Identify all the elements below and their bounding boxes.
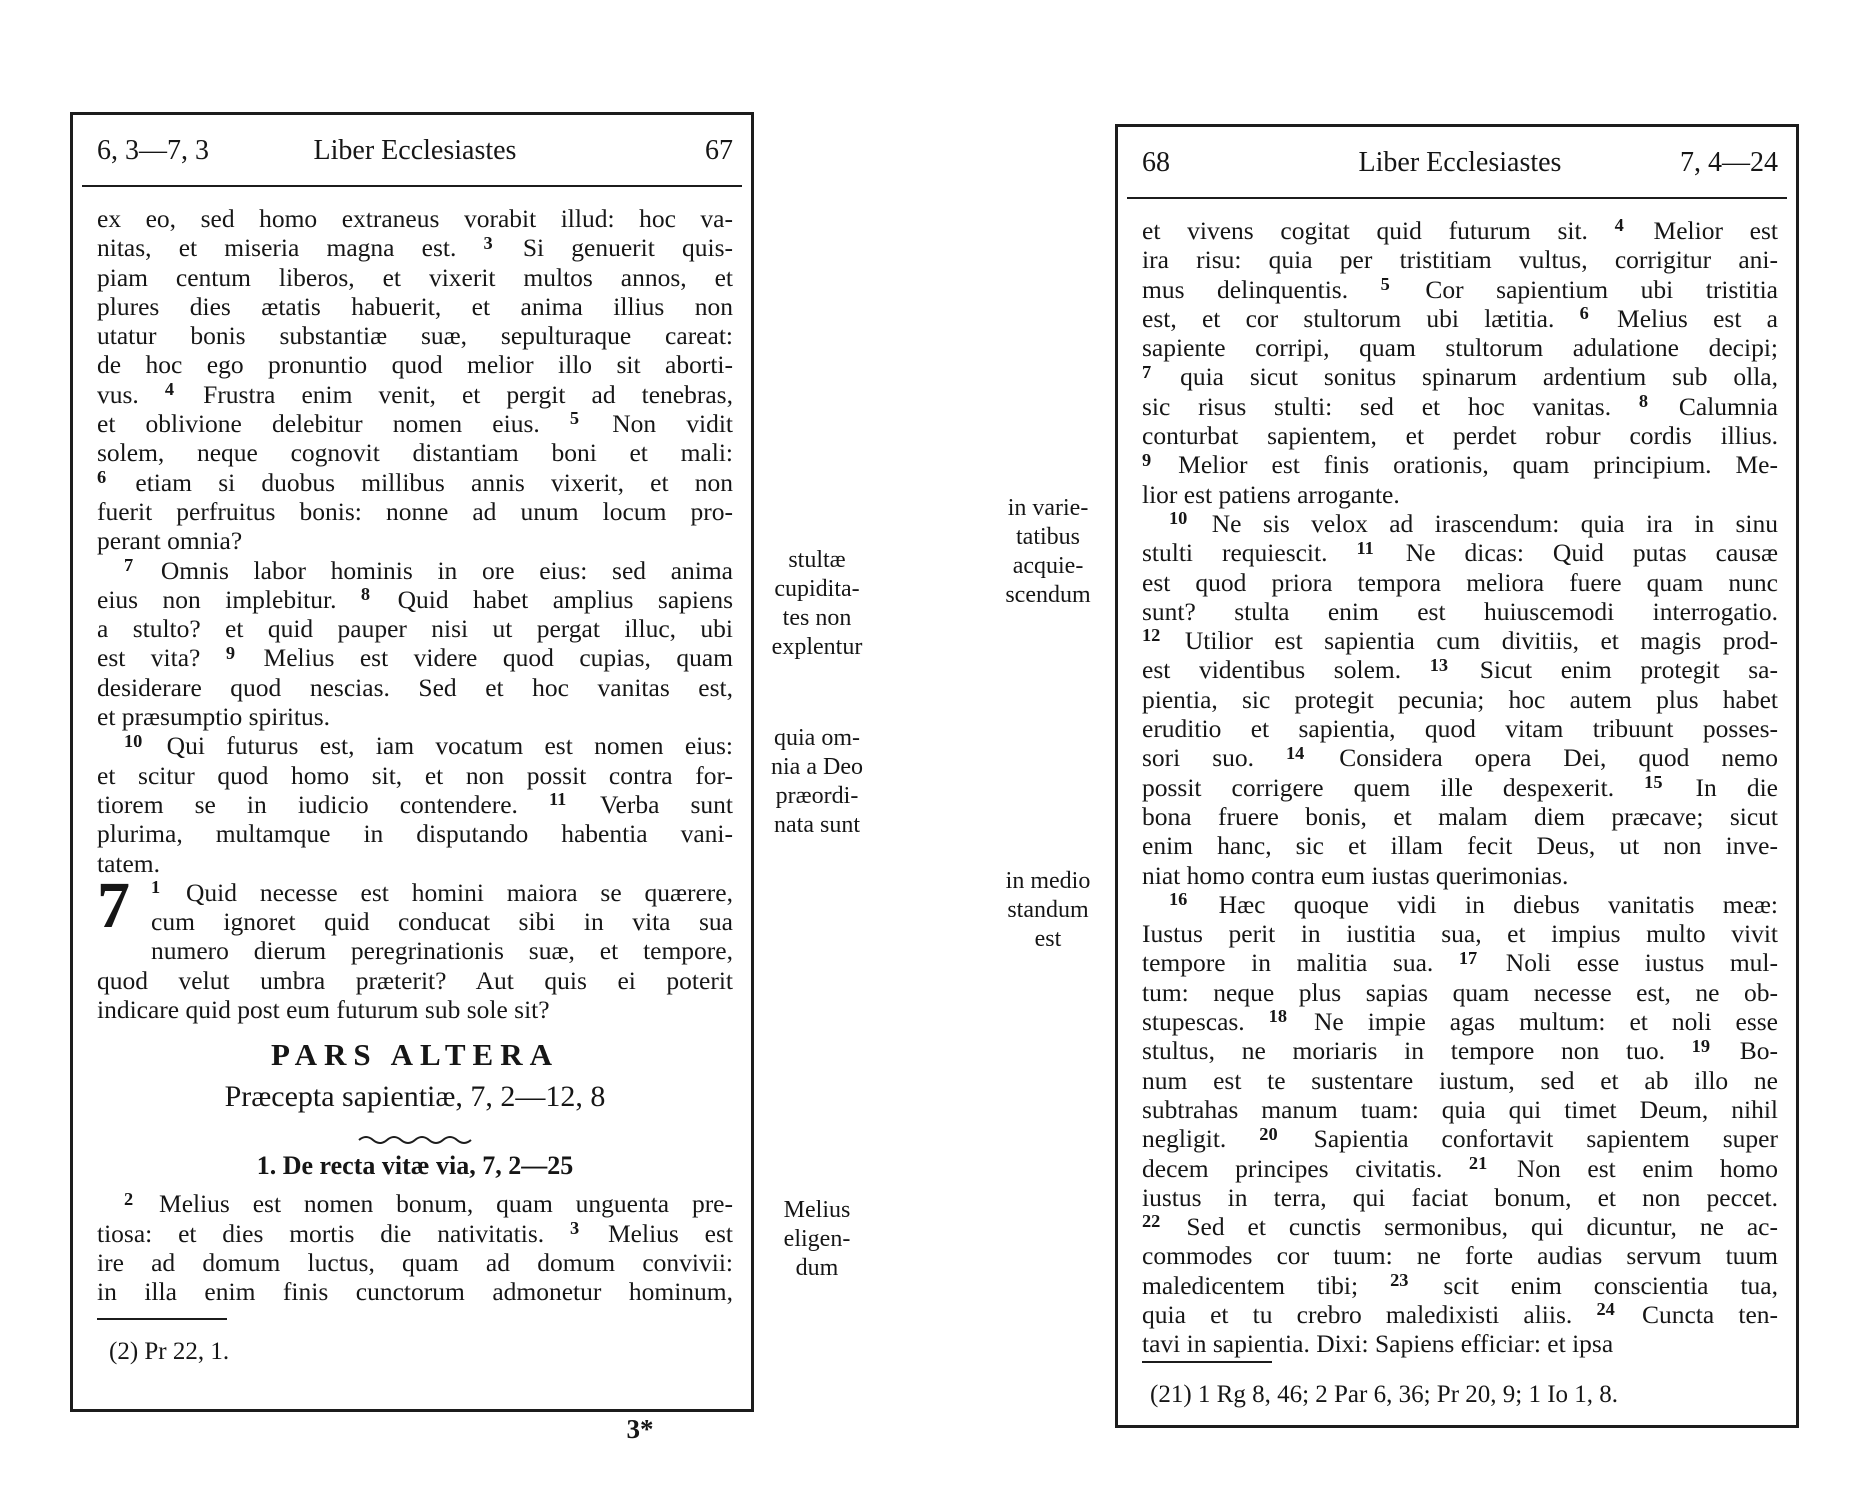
text-line: $^9$ Melior est finis orationis, quam principium. Me-	[1142, 450, 1778, 480]
verse-number: 21	[1468, 1153, 1488, 1173]
text-line: $^{12}$ Utilior est sapientia cum divitiis, et magis prod-	[1142, 626, 1778, 656]
text-line: est quod priora tempora meliora fuere quam nunc	[1142, 567, 1778, 597]
header-page-number: 67	[705, 135, 733, 166]
text-line: lior est patiens arrogante.	[1142, 479, 1400, 509]
verse-number: 14	[1285, 743, 1305, 763]
margin-note	[753, 724, 881, 840]
header-book-title: Liber Ecclesiastes	[313, 135, 517, 166]
verse-number: 5	[1380, 274, 1390, 294]
header-rule	[1127, 197, 1787, 199]
text-line: tum: neque plus sapias quam necesse est, ne ob-	[1142, 977, 1778, 1007]
text-line: enim hanc, sic et illam fecit Deus, ut non inve-	[1142, 831, 1778, 861]
text-line: $^{22}$ Sed et cunctis sermonibus, qui dicuntur, ne ac-	[1142, 1212, 1778, 1242]
part-subheading: Præcepta sapientiæ, 7, 2—12, 8	[224, 1080, 606, 1114]
paragraph	[97, 556, 733, 732]
text-line: et scitur quod homo sit, et non possit contra for-	[97, 760, 733, 790]
text-line: plures dies ætatis habuerit, et anima illius non	[97, 291, 733, 321]
text-line: desiderare quod nescias. Sed et hoc vanitas est,	[97, 672, 733, 702]
text-line: commodes cor tuum: ne forte audias servum tuum	[1142, 1241, 1778, 1271]
verse-number: 2	[124, 1189, 134, 1209]
text-line: de hoc ego pronuntio quod melior illo sit aborti-	[97, 350, 733, 380]
margin-note	[753, 546, 881, 662]
verse-number: 5	[569, 409, 580, 429]
verse-number: 16	[1169, 889, 1188, 910]
verse-number: 7	[1142, 362, 1152, 382]
text-line: sic risus stulti: sed et hoc vanitas. $^8$ Calumnia	[1142, 391, 1778, 421]
text-line: utatur bonis substantiæ suæ, sepulturaque careat:	[97, 321, 733, 351]
chapter-paragraph	[97, 868, 733, 1025]
margin-note-line: præordi-	[775, 783, 859, 809]
verse-number: 3	[483, 233, 493, 253]
paragraph	[1142, 509, 1778, 890]
text-line: stupescas. $^{18}$ Ne impie agas multum: et noli esse	[1142, 1007, 1778, 1037]
verse-number: 9	[1142, 450, 1152, 470]
text-line: sunt? stulta enim est huiuscemodi interrogatio.	[1142, 596, 1778, 626]
verse-number: 20	[1259, 1124, 1278, 1144]
text-line: eruditio et sapientia, quod vitam tribuunt posses-	[1142, 714, 1778, 744]
margin-note-line: est	[1034, 926, 1062, 952]
part-heading: PARS ALTERA	[270, 1037, 560, 1073]
header-verse-range: 7, 4—24	[1680, 147, 1778, 178]
footnote: (21) 1 Rg 8, 46; 2 Par 6, 36; Pr 20, 9; 1 Io 1, 8.	[1150, 1380, 1619, 1408]
text-line: $^2$ Melius est nomen bonum, quam unguenta pre-	[124, 1189, 733, 1219]
paragraph	[97, 731, 733, 877]
text-line: stultus, ne moriaris in tempore non tuo. $^{19}$ Bo-	[1142, 1036, 1778, 1066]
verse-number: 13	[1429, 655, 1449, 675]
text-line: et oblivione delebitur nomen eius. $^5$ Non vidit	[97, 409, 733, 439]
margin-note-line: in varie-	[1007, 495, 1089, 521]
margin-note-line: acquie-	[1012, 553, 1084, 579]
section-heading: 1. De recta vitæ via, 7, 2—25	[256, 1151, 574, 1181]
text-line: sapiente corripi, quam stultorum adulatione decipi;	[1142, 333, 1778, 363]
paragraph	[1142, 216, 1778, 509]
verse-number: 24	[1596, 1299, 1615, 1320]
footnote-rule	[97, 1318, 227, 1320]
right-page-body	[1142, 216, 1778, 1409]
text-line: $^{10}$ Qui futurus est, iam vocatum est nomen eius:	[124, 731, 733, 761]
verse-number: 3	[569, 1218, 580, 1238]
text-line: fuerit perfruitus bonis: nonne ad unum locum pro-	[97, 496, 733, 526]
verse-number: 6	[97, 467, 107, 487]
text-line: stulti requiescit. $^{11}$ Ne dicas: Quid putas causæ	[1142, 538, 1778, 568]
margin-note-line: dum	[795, 1255, 839, 1281]
paragraph	[97, 1189, 733, 1306]
margin-note-line: standum	[1007, 897, 1089, 923]
text-line: iustus in terra, qui faciat bonum, et non peccet.	[1142, 1182, 1778, 1212]
footnote: (2) Pr 22, 1.	[109, 1337, 230, 1365]
text-line: perant omnia?	[97, 526, 243, 556]
text-line: tiorem se in iudicio contendere. $^{11}$ Verba sunt	[97, 789, 733, 819]
text-line: a stulto? et quid pauper nisi ut pergat illuc, ubi	[97, 614, 733, 644]
text-line: est, et cor stultorum ubi lætitia. $^6$ Melius est a	[1142, 303, 1778, 333]
verse-number: 11	[1356, 538, 1374, 558]
text-line: ira risu: quia per tristitiam vultus, corrigitur ani-	[1142, 245, 1778, 275]
verse-number: 18	[1268, 1007, 1288, 1027]
margin-note-line: stultæ	[788, 547, 846, 573]
text-line: est vita? $^9$ Melius est videre quod cupias, quam	[97, 643, 733, 673]
paragraph	[97, 204, 733, 556]
margin-note-line: tatibus	[1016, 524, 1080, 550]
text-line: solem, neque cognovit distantiam boni et mali:	[97, 438, 733, 468]
verse-number: 19	[1691, 1036, 1711, 1056]
header-verse-range: 6, 3—7, 3	[97, 135, 209, 166]
text-line: sori suo. $^{14}$ Considera opera Dei, quod nemo	[1142, 743, 1778, 773]
margin-note-line: in medio	[1005, 868, 1091, 894]
verse-number: 9	[225, 643, 236, 663]
text-line: $^{10}$ Ne sis velox ad irascendum: quia ira in sinu	[1169, 508, 1778, 538]
text-line: et vivens cogitat quid futurum sit. $^4$ Melior est	[1142, 216, 1778, 245]
right-page-header	[1142, 147, 1778, 181]
verse-number: 1	[151, 877, 161, 898]
verse-number: 6	[1579, 303, 1589, 324]
text-line: nitas, et miseria magna est. $^3$ Si genuerit quis-	[97, 233, 733, 263]
verse-number: 10	[124, 731, 143, 751]
verse-number: 8	[360, 584, 371, 605]
text-line: $^1$ Quid necesse est homini maiora se quærere,	[151, 877, 733, 907]
text-line: $^7$ Omnis labor hominis in ore eius: sed anima	[124, 555, 733, 585]
text-line: indicare quid post eum futurum sub sole sit?	[97, 995, 550, 1025]
margin-note-line: tes non	[782, 605, 852, 631]
text-line: maledicentem tibi; $^{23}$ scit enim conscientia tua,	[1142, 1270, 1778, 1300]
verse-number: 12	[1142, 626, 1161, 646]
signature-mark: 3*	[626, 1414, 654, 1444]
text-line: mus delinquentis. $^5$ Cor sapientium ubi tristitia	[1142, 274, 1778, 304]
chapter-number: 7	[97, 868, 130, 942]
text-line: tavi in sapientia. Dixi: Sapiens efficiar: et ipsa	[1142, 1329, 1614, 1359]
text-line: plurima, multamque in disputando habentia vani-	[97, 819, 733, 849]
verse-number: 23	[1390, 1270, 1409, 1290]
margin-note-line: nia a Deo	[771, 754, 863, 780]
text-line: quod velut umbra præterit? Aut quis ei poterit	[97, 965, 733, 995]
text-line: eius non implebitur. $^8$ Quid habet amplius sapiens	[97, 584, 733, 614]
margin-note	[984, 867, 1112, 954]
text-line: negligit. $^{20}$ Sapientia confortavit sapientem super	[1142, 1124, 1778, 1154]
left-page	[70, 112, 754, 1412]
text-line: piam centum liberos, et vixerit multos annos, et	[97, 262, 733, 292]
squiggle-divider-icon	[97, 1123, 733, 1137]
header-rule	[82, 185, 742, 187]
margin-note-line: quia om-	[774, 725, 860, 751]
text-line: est videntibus solem. $^{13}$ Sicut enim protegit sa-	[1142, 655, 1778, 685]
verse-number: 7	[124, 555, 134, 575]
text-line: bona fruere bonis, et malam diem præcave; sicut	[1142, 801, 1778, 831]
left-page-header	[97, 135, 733, 169]
wavy-line	[356, 1132, 474, 1146]
text-line: subtrahas manum tuam: quia qui timet Deum, nihil	[1142, 1094, 1778, 1124]
text-line: num est te sustentare iustum, sed et ab illo ne	[1142, 1065, 1778, 1095]
right-page	[1115, 124, 1799, 1428]
text-line: cum ignoret quid conducat sibi in vita sua	[151, 907, 733, 937]
text-line: $^6$ etiam si duobus millibus annis vixerit, et non	[97, 467, 733, 497]
text-line: tatem.	[97, 848, 161, 878]
margin-note	[984, 494, 1112, 610]
text-line: tiosa: et dies mortis die nativitatis. $^3$ Melius est	[97, 1218, 733, 1248]
verse-number: 15	[1644, 772, 1663, 792]
text-line: numero dierum peregrinationis suæ, et tempore,	[151, 936, 733, 966]
margin-note-line: eligen-	[783, 1226, 851, 1252]
text-line: possit corrigere quem ille despexerit. $^{15}$ In die	[1142, 772, 1778, 802]
verse-number: 11	[549, 789, 567, 810]
verse-number: 4	[1614, 216, 1624, 236]
margin-note	[753, 1196, 881, 1283]
margin-note-line: cupidita-	[774, 576, 860, 602]
text-line: tempore in malitia sua. $^{17}$ Noli esse iustus mul-	[1142, 948, 1778, 978]
verse-number: 10	[1169, 508, 1188, 529]
text-line: $^{16}$ Hæc quoque vidi in diebus vanitatis meæ:	[1169, 889, 1778, 919]
text-line: et præsumptio spiritus.	[97, 702, 331, 732]
margin-note-line: nata sunt	[774, 812, 860, 838]
text-line: vus. $^4$ Frustra enim venit, et pergit ad tenebras,	[97, 379, 733, 409]
text-line: decem principes civitatis. $^{21}$ Non est enim homo	[1142, 1153, 1778, 1183]
margin-note-line: scendum	[1005, 582, 1091, 608]
header-page-number: 68	[1142, 147, 1170, 178]
margin-note-line: explentur	[771, 634, 863, 660]
footnote-rule	[1142, 1361, 1272, 1363]
paragraph	[1142, 890, 1778, 1359]
verse-number: 17	[1458, 948, 1478, 968]
text-line: niat homo contra eum iustas querimonias.	[1142, 860, 1569, 890]
margin-note-line: Melius	[783, 1197, 851, 1223]
text-line: in illa enim finis cunctorum admonetur hominum,	[97, 1277, 733, 1307]
left-page-body	[97, 204, 733, 1366]
text-line: $^7$ quia sicut sonitus spinarum ardentium sub olla,	[1142, 362, 1778, 392]
verse-number: 4	[164, 379, 175, 400]
text-line: conturbat sapientem, et perdet robur cordis illius.	[1142, 421, 1778, 451]
header-book-title: Liber Ecclesiastes	[1358, 147, 1562, 178]
text-line: pientia, sic protegit pecunia; hoc autem plus habet	[1142, 684, 1778, 714]
text-line: Iustus perit in iustitia sua, et impius multo vivit	[1142, 919, 1778, 949]
verse-number: 8	[1638, 391, 1649, 412]
text-line: ex eo, sed homo extraneus vorabit illud: hoc va-	[97, 204, 733, 233]
text-line: ire ad domum luctus, quam ad domum convivii:	[97, 1247, 733, 1277]
text-line: quia et tu crebro maledixisti aliis. $^{24}$ Cuncta ten-	[1142, 1299, 1778, 1329]
verse-number: 22	[1142, 1212, 1161, 1232]
